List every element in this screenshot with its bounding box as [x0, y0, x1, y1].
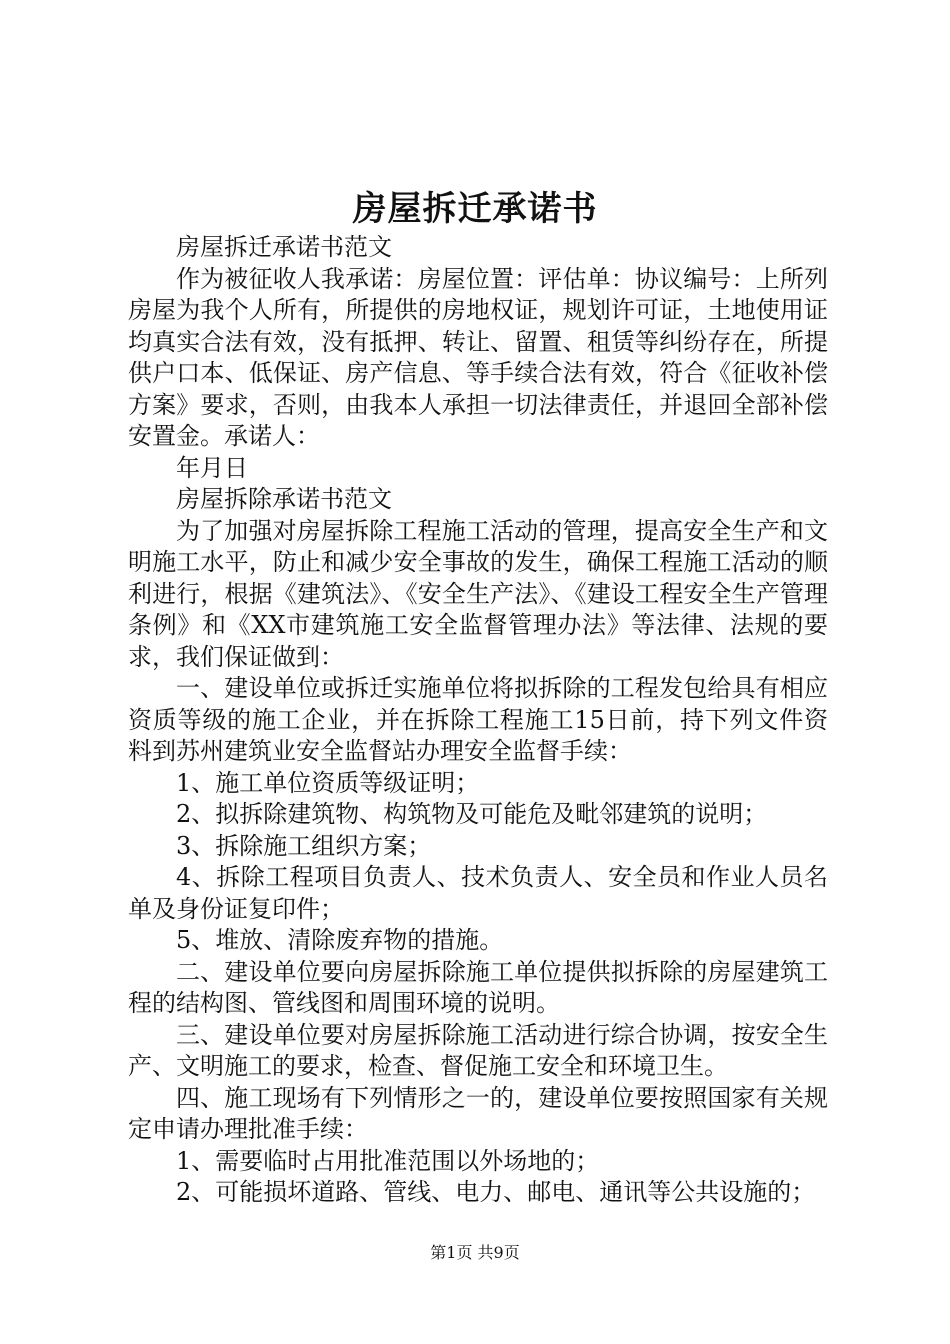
paragraph: 为了加强对房屋拆除工程施工活动的管理，提高安全生产和文明施工水平，防止和减少安全事故的发生，确保工程施工活动的顺利进行，根据《建筑法》、《安全生产法》、《建设工程安全生产管理条例》和《XX市建筑施工安全监督管理办法》等法律、法规的要求，我们保证做到：	[128, 516, 828, 671]
page-footer: 第1页 共9页	[430, 1243, 520, 1262]
list-item: 3、拆除施工组织方案；	[176, 831, 432, 860]
list-item: 1、施工单位资质等级证明；	[176, 768, 480, 797]
list-item: 5、堆放、清除废弃物的措施。	[176, 926, 504, 954]
document-title: 房屋拆迁承诺书	[352, 189, 598, 229]
paragraph-date: 年月日	[176, 453, 248, 482]
paragraph-heading-1: 房屋拆迁承诺书范文	[176, 233, 392, 261]
list-item: 2、可能损坏道路、管线、电力、邮电、通讯等公共设施的；	[176, 1178, 816, 1206]
paragraph: 三、建设单位要对房屋拆除施工活动进行综合协调，按安全生产、文明施工的要求，检查、督促施工安全和环境卫生。	[128, 1020, 828, 1080]
list-item: 1、需要临时占用批准范围以外场地的；	[176, 1146, 600, 1175]
paragraph: 作为被征收人我承诺：房屋位置：评估单：协议编号：上所列房屋为我个人所有，所提供的房地权证，规划许可证，土地使用证均真实合法有效，没有抵押、转让、留置、租赁等纠纷存在，所提供户口本、低保证、房产信息、等手续合法有效，符合《征收补偿方案》要求，否则，由我本人承担一切法律责任，并退回全部补偿安置金。承诺人：	[128, 264, 828, 450]
list-item: 2、拟拆除建筑物、构筑物及可能危及毗邻建筑的说明；	[176, 800, 768, 828]
list-item: 4、拆除工程项目负责人、技术负责人、安全员和作业人员名单及身份证复印件；	[128, 863, 828, 923]
paragraph-heading-2: 房屋拆除承诺书范文	[176, 485, 392, 513]
document-body	[128, 232, 828, 1209]
paragraph: 二、建设单位要向房屋拆除施工单位提供拟拆除的房屋建筑工程的结构图、管线图和周围环境的说明。	[128, 957, 828, 1017]
paragraph: 四、施工现场有下列情形之一的，建设单位要按照国家有关规定申请办理批准手续：	[128, 1083, 828, 1143]
paragraph: 一、建设单位或拆迁实施单位将拟拆除的工程发包给具有相应资质等级的施工企业，并在拆除工程施工15日前，持下列文件资料到苏州建筑业安全监督站办理安全监督手续：	[128, 674, 828, 765]
